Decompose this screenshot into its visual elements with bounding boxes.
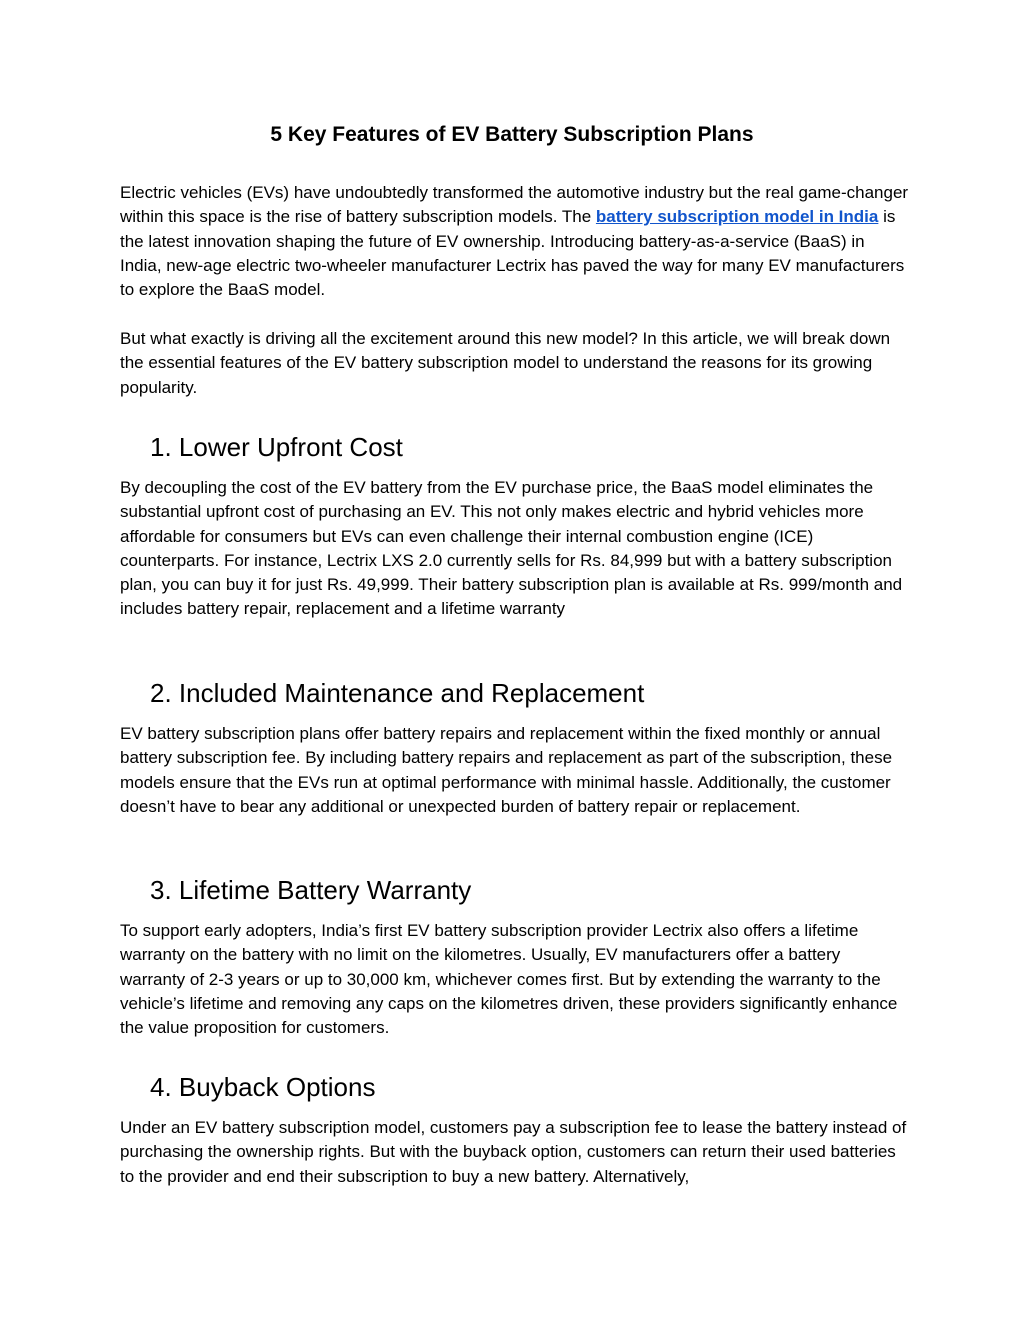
battery-subscription-link[interactable]: battery subscription model in India: [595, 207, 879, 227]
section-body-3: To support early adopters, India’s first EV battery subscription provider Lectrix also offers a lifetime warranty on the battery with no limit on the kilometres. Usually, EV manufacturers offer a battery warranty of 2-3 years or up to 30,000 km, whichever comes first. But by extending the warranty to the vehicle’s lifetime and removing any caps on the kilometres driven, these providers significantly enhance the value proposition for customers.: [120, 921, 898, 1038]
intro-text-before-link: Electric vehicles (EVs) have undoubtedly transformed the automotive industry but the real game-changer within this space is the rise of battery subscription models. The: [120, 183, 909, 227]
section-body-2: EV battery subscription plans offer battery repairs and replacement within the fixed monthly or annual battery subscription fee. By including battery repairs and replacement as part of the subscription, these models ensure that the EVs run at optimal performance with minimal hassle. Additionally, the customer doesn’t have to bear any additional or unexpected burden of battery repair or replacement.: [120, 724, 893, 816]
section-body-1: By decoupling the cost of the EV battery from the EV purchase price, the BaaS model eliminates the substantial upfront cost of purchasing an EV. This not only makes electric and hybrid vehicles more affordable for consumers but EVs can even challenge their internal combustion engine (ICE) counterparts. For instance, Lectrix LXS 2.0 currently sells for Rs. 84,999 but with a battery subscription plan, you can buy it for just Rs. 49,999. Their battery subscription plan is available at Rs. 999/month and includes battery repair, replacement and a lifetime warranty: [120, 478, 903, 619]
section-heading-4: 4. Buyback Options: [150, 1072, 376, 1102]
section-heading-1: 1. Lower Upfront Cost: [150, 432, 403, 462]
intro-paragraph-2: But what exactly is driving all the excitement around this new model? In this article, we will break down the essential features of the EV battery subscription model to understand the reasons for its growing popularity.: [120, 329, 891, 397]
section-body-4: Under an EV battery subscription model, customers pay a subscription fee to lease the battery instead of purchasing the ownership rights. But with the buyback option, customers can return their used batteries to the provider and end their subscription to buy a new battery. Alternatively,: [120, 1118, 907, 1186]
page-title: 5 Key Features of EV Battery Subscription Plans: [270, 123, 754, 146]
intro-text-after-link: is the latest innovation shaping the future of EV ownership. Introducing battery-as-a-service (BaaS) in India, new-age electric two-wheeler manufacturer Lectrix has paved the way for many EV manufacturers to explore the BaaS model.: [120, 207, 905, 300]
section-heading-3: 3. Lifetime Battery Warranty: [150, 875, 472, 905]
intro-paragraph: [120, 181, 910, 302]
section-heading-2: 2. Included Maintenance and Replacement: [150, 678, 645, 708]
